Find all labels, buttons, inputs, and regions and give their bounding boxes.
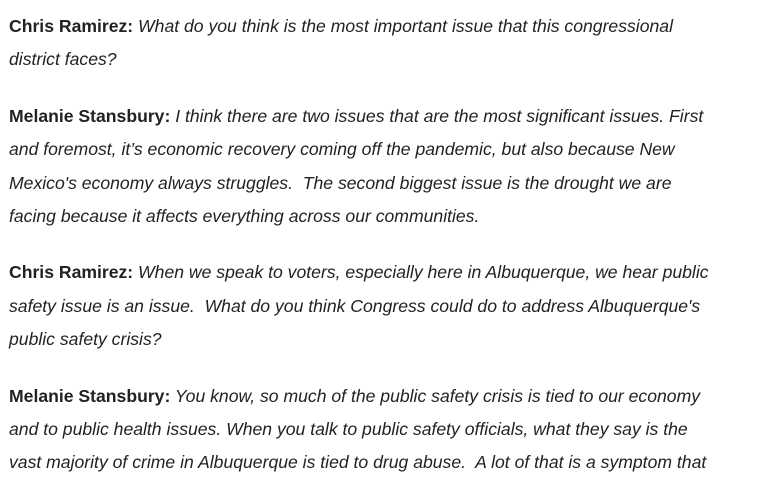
answer-text: facing because it affects everything across our communities. [9, 206, 480, 226]
speaker-name: Melanie Stansbury: [9, 386, 171, 406]
answer-text: Mexico's economy always struggles. The second biggest issue is the drought we are [9, 173, 672, 193]
answer-text: and foremost, it’s economic recovery coming off the pandemic, but also because New [9, 139, 675, 159]
question-text: public safety crisis? [9, 329, 162, 349]
answer-text: and to public health issues. When you talk to public safety officials, what they say is the [9, 419, 688, 439]
speaker-name: Chris Ramirez: [9, 16, 134, 36]
paragraph-2-line-2 [9, 133, 675, 166]
speaker-name: Chris Ramirez: [9, 262, 134, 282]
paragraph-3-line-3 [9, 323, 162, 356]
paragraph-3-line-1 [9, 256, 709, 289]
answer-text: You know, so much of the public safety crisis is tied to our economy [170, 386, 701, 406]
answer-text: I think there are two issues that are the most significant issues. First [170, 106, 704, 126]
speaker-name: Melanie Stansbury: [9, 106, 171, 126]
paragraph-1-line-1 [9, 10, 673, 43]
paragraph-2-line-4 [9, 200, 479, 233]
answer-text: vast majority of crime in Albuquerque is tied to drug abuse. A lot of that is a symptom that [9, 452, 707, 472]
question-text: What do you think is the most important issue that this congressional [133, 16, 673, 36]
question-text: district faces? [9, 49, 117, 69]
paragraph-4-line-2 [9, 413, 688, 446]
question-text: When we speak to voters, especially here in Albuquerque, we hear public [133, 262, 709, 282]
question-text: safety issue is an issue. What do you think Congress could do to address Albuquerque's [9, 296, 701, 316]
paragraph-1-line-2 [9, 43, 117, 76]
paragraph-2-line-3 [9, 167, 671, 200]
paragraph-3-line-2 [9, 290, 700, 323]
paragraph-4-line-3 [9, 446, 706, 478]
paragraph-4-line-1 [9, 380, 700, 413]
paragraph-2-line-1 [9, 100, 703, 133]
